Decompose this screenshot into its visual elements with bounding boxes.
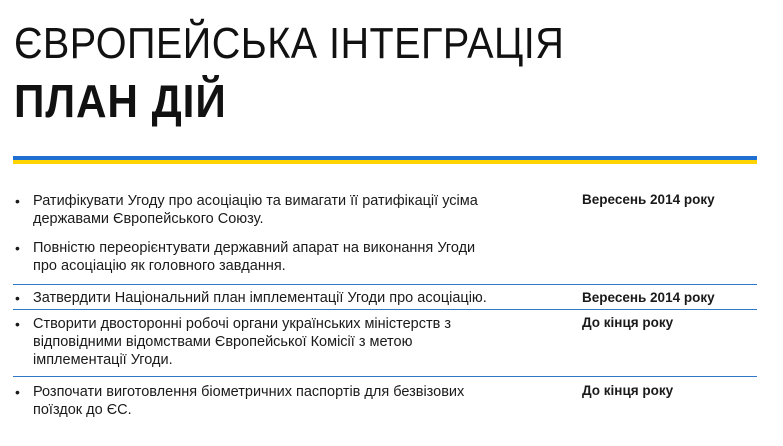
deadline-label: Вересень 2014 року <box>582 290 715 305</box>
page-subtitle: ПЛАН ДІЙ <box>14 75 227 127</box>
page-title: ЄВРОПЕЙСЬКА ІНТЕГРАЦІЯ <box>14 19 565 68</box>
action-text: Створити двосторонні робочі органи українських міністерств з відповідними відомствами Європейської Комісії з метою імплементації Угоди. <box>33 316 452 368</box>
action-row <box>13 182 757 284</box>
list-item <box>13 289 503 307</box>
bullet-icon: • <box>15 316 20 332</box>
bullet-icon: • <box>15 240 20 256</box>
deadline-label: Вересень 2014 року <box>582 192 715 207</box>
bullet-icon: • <box>15 384 20 400</box>
action-text: Повністю переорієнтувати державний апарат на виконання Угоди про асоціацію як головного завдання. <box>33 240 476 274</box>
list-item <box>13 383 503 419</box>
action-row <box>13 285 757 309</box>
deadline-label: До кінця року <box>582 383 674 398</box>
action-text: Розпочати виготовлення біометричних паспортів для безвізових поїздок до ЄС. <box>33 384 465 418</box>
action-row <box>13 310 757 376</box>
bullet-icon: • <box>15 193 20 209</box>
flag-stripe-yellow <box>13 160 757 164</box>
list-item <box>13 192 503 228</box>
action-plan-list <box>13 182 757 421</box>
list-item <box>13 315 503 369</box>
list-item <box>13 239 503 275</box>
bullet-icon: • <box>15 290 20 306</box>
action-text: Затвердити Національний план імплементації Угоди про асоціацію. <box>33 290 487 306</box>
action-text: Ратифікувати Угоду про асоціацію та вимагати її ратифікації усіма державами Європейського Союзу. <box>33 193 478 227</box>
deadline-label: До кінця року <box>582 315 674 330</box>
action-row <box>13 377 757 421</box>
